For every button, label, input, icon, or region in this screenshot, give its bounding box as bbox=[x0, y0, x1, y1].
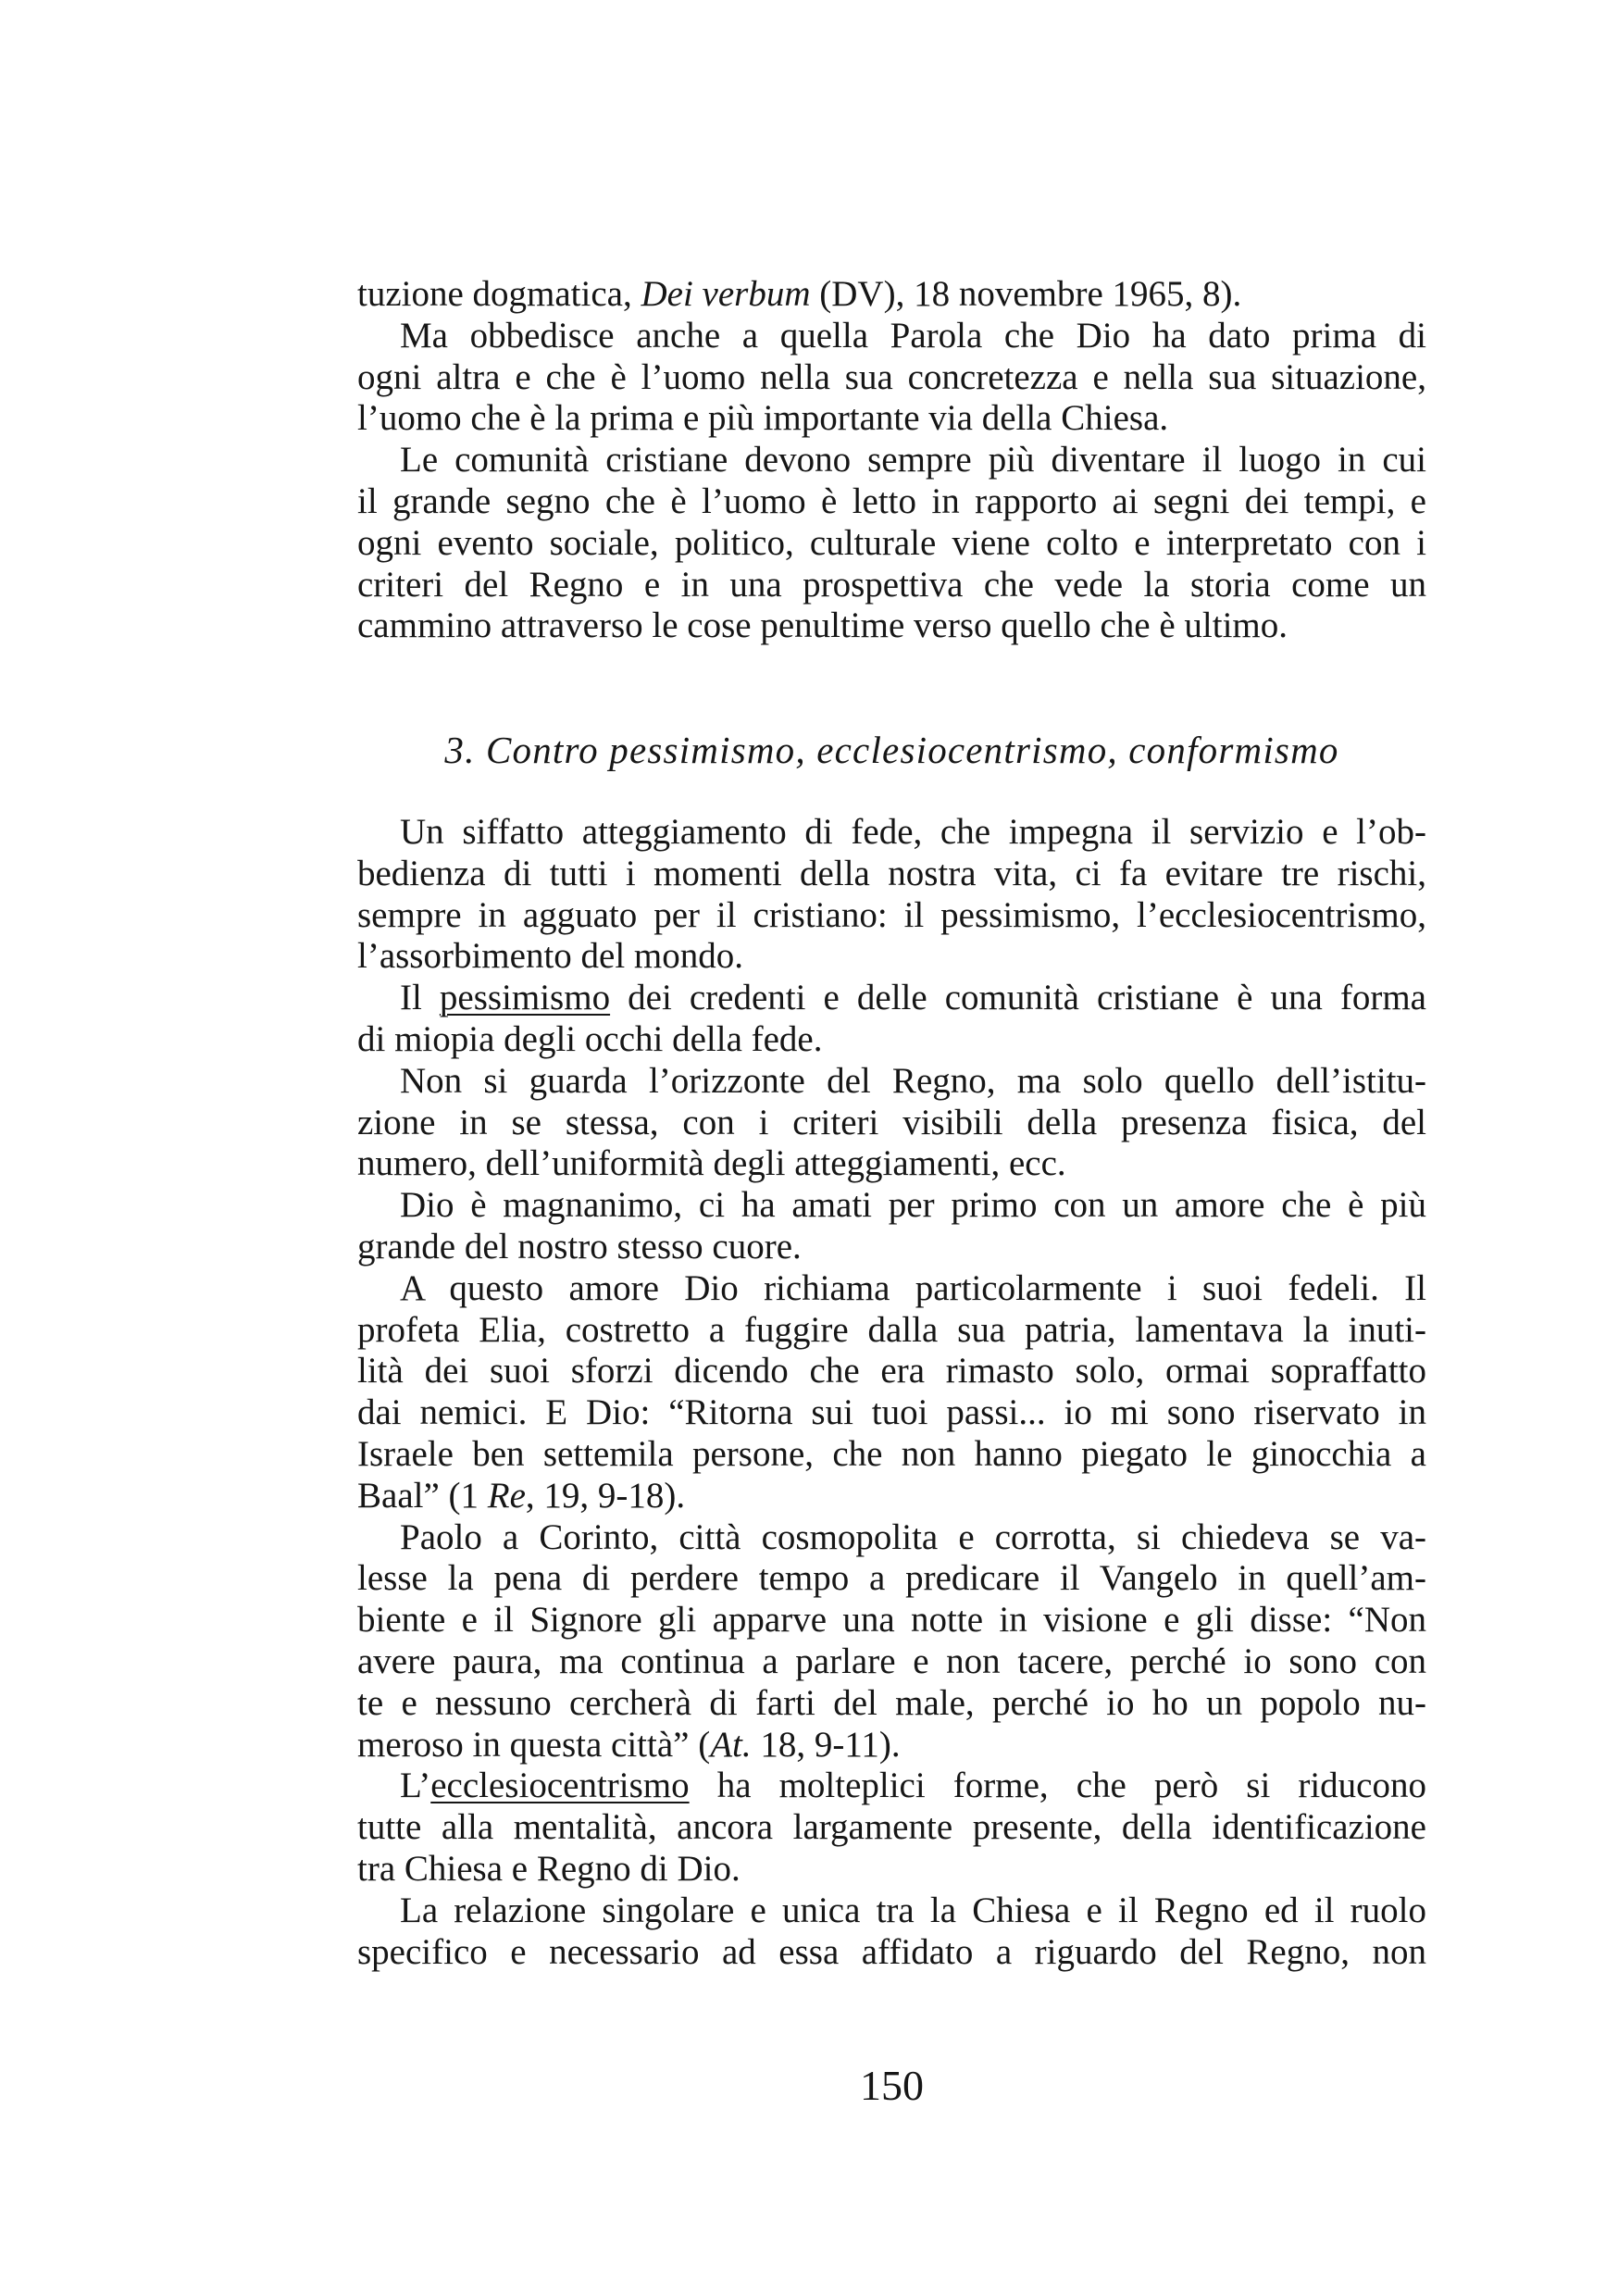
text-line: numero, dell’uniformità degli atteggiamenti, ecc. bbox=[357, 1143, 1066, 1184]
text-line bbox=[357, 978, 1426, 1019]
line-text: Baal” (1 bbox=[357, 1475, 488, 1516]
text-line bbox=[357, 1766, 1426, 1807]
text-line: lità dei suoi sforzi dicendo che era rimasto solo, ormai sopraffatto bbox=[357, 1351, 1426, 1391]
line-text: meroso in questa città” ( bbox=[357, 1724, 711, 1765]
italic-document-title: Dei verbum bbox=[641, 274, 811, 314]
section-heading: 3. Contro pessimismo, ecclesiocentrismo, conformismo bbox=[444, 729, 1339, 771]
text-line: biente e il Signore gli apparve una notte in visione e gli disse: “Non bbox=[357, 1600, 1426, 1641]
underlined-term: pessimismo bbox=[439, 978, 611, 1018]
text-line: Dio è magnanimo, ci ha amati per primo con un amore che è più bbox=[400, 1185, 1426, 1226]
text-line: bedienza di tutti i momenti della nostra vita, ci fa evitare tre rischi, bbox=[357, 853, 1426, 893]
text-line: il grande segno che è l’uomo è letto in rapporto ai segni dei tempi, e bbox=[357, 480, 1426, 521]
italic-book-reference: Re bbox=[487, 1475, 526, 1516]
text-line: avere paura, ma continua a parlare e non tacere, perché io sono con bbox=[357, 1641, 1426, 1681]
text-line: l’uomo che è la prima e più importante via della Chiesa. bbox=[357, 398, 1169, 439]
text-line bbox=[357, 1725, 1426, 1766]
text-line: grande del nostro stesso cuore. bbox=[357, 1226, 802, 1267]
text-line: Ma obbedisce anche a quella Parola che Dio ha dato prima di bbox=[400, 315, 1426, 356]
line-text: L’ bbox=[400, 1766, 431, 1806]
text-line: ogni evento sociale, politico, culturale viene colto e interpretato con i bbox=[357, 522, 1426, 563]
text-line: Le comunità cristiane devono sempre più diventare il luogo in cui bbox=[400, 440, 1426, 480]
text-line: Non si guarda l’orizzonte del Regno, ma solo quello dell’istitu- bbox=[400, 1060, 1426, 1101]
text-line: zione in se stessa, con i criteri visibili della presenza fisica, del bbox=[357, 1102, 1426, 1142]
underlined-term: ecclesiocentrismo bbox=[430, 1766, 690, 1806]
line-text: dei credenti e delle comunità cristiane è una forma bbox=[610, 978, 1426, 1018]
text-line: Israele ben settemila persone, che non hanno piegato le ginocchia a bbox=[357, 1433, 1426, 1474]
intro-paragraphs bbox=[357, 274, 1426, 647]
page-number: 150 bbox=[860, 2062, 924, 2109]
text-line bbox=[357, 274, 1426, 316]
text-line: criteri del Regno e in una prospettiva che vede la storia come un bbox=[357, 564, 1426, 605]
text-line bbox=[357, 1476, 1426, 1517]
text-line: tutte alla mentalità, ancora largamente presente, della identificazione bbox=[357, 1807, 1426, 1848]
text-line: di miopia degli occhi della fede. bbox=[357, 1018, 823, 1059]
text-line: profeta Elia, costretto a fuggire dalla sua patria, lamentava la inuti- bbox=[357, 1309, 1426, 1350]
text-line: La relazione singolare e unica tra la Chiesa e il Regno ed il ruolo bbox=[400, 1890, 1426, 1930]
italic-book-reference: At. bbox=[710, 1724, 752, 1765]
text-line: specifico e necessario ad essa affidato a riguardo del Regno, non bbox=[357, 1931, 1426, 1972]
section-paragraphs bbox=[357, 812, 1426, 1973]
text-line: sempre in agguato per il cristiano: il pessimismo, l’ecclesiocentrismo, bbox=[357, 894, 1426, 935]
text-line: lesse la pena di perdere tempo a predicare il Vangelo in quell’am- bbox=[357, 1558, 1426, 1599]
line-text: tuzione dogmatica, bbox=[357, 274, 641, 314]
line-text: ha molteplici forme, che però si riducono bbox=[689, 1766, 1426, 1806]
text-line: A questo amore Dio richiama particolarmente i suoi fedeli. Il bbox=[400, 1267, 1426, 1308]
text-line: Paolo a Corinto, città cosmopolita e corrotta, si chiedeva se va- bbox=[400, 1516, 1426, 1557]
text-line: Un siffatto atteggiamento di fede, che impegna il servizio e l’ob- bbox=[400, 812, 1426, 852]
line-text: 18, 9-11). bbox=[751, 1724, 901, 1765]
text-line: dai nemici. E Dio: “Ritorna sui tuoi passi... io mi sono riservato in bbox=[357, 1392, 1426, 1433]
text-line: cammino attraverso le cose penultime verso quello che è ultimo. bbox=[357, 605, 1288, 646]
line-text: , 19, 9-18). bbox=[525, 1475, 686, 1516]
text-line: tra Chiesa e Regno di Dio. bbox=[357, 1848, 741, 1889]
line-text: (DV), 18 novembre 1965, 8). bbox=[810, 274, 1242, 314]
text-line: te e nessuno cercherà di farti del male, perché io ho un popolo nu- bbox=[357, 1682, 1426, 1723]
line-text: Il bbox=[400, 978, 440, 1018]
text-line: l’assorbimento del mondo. bbox=[357, 936, 744, 977]
text-line: ogni altra e che è l’uomo nella sua concretezza e nella sua situazione, bbox=[357, 356, 1426, 397]
